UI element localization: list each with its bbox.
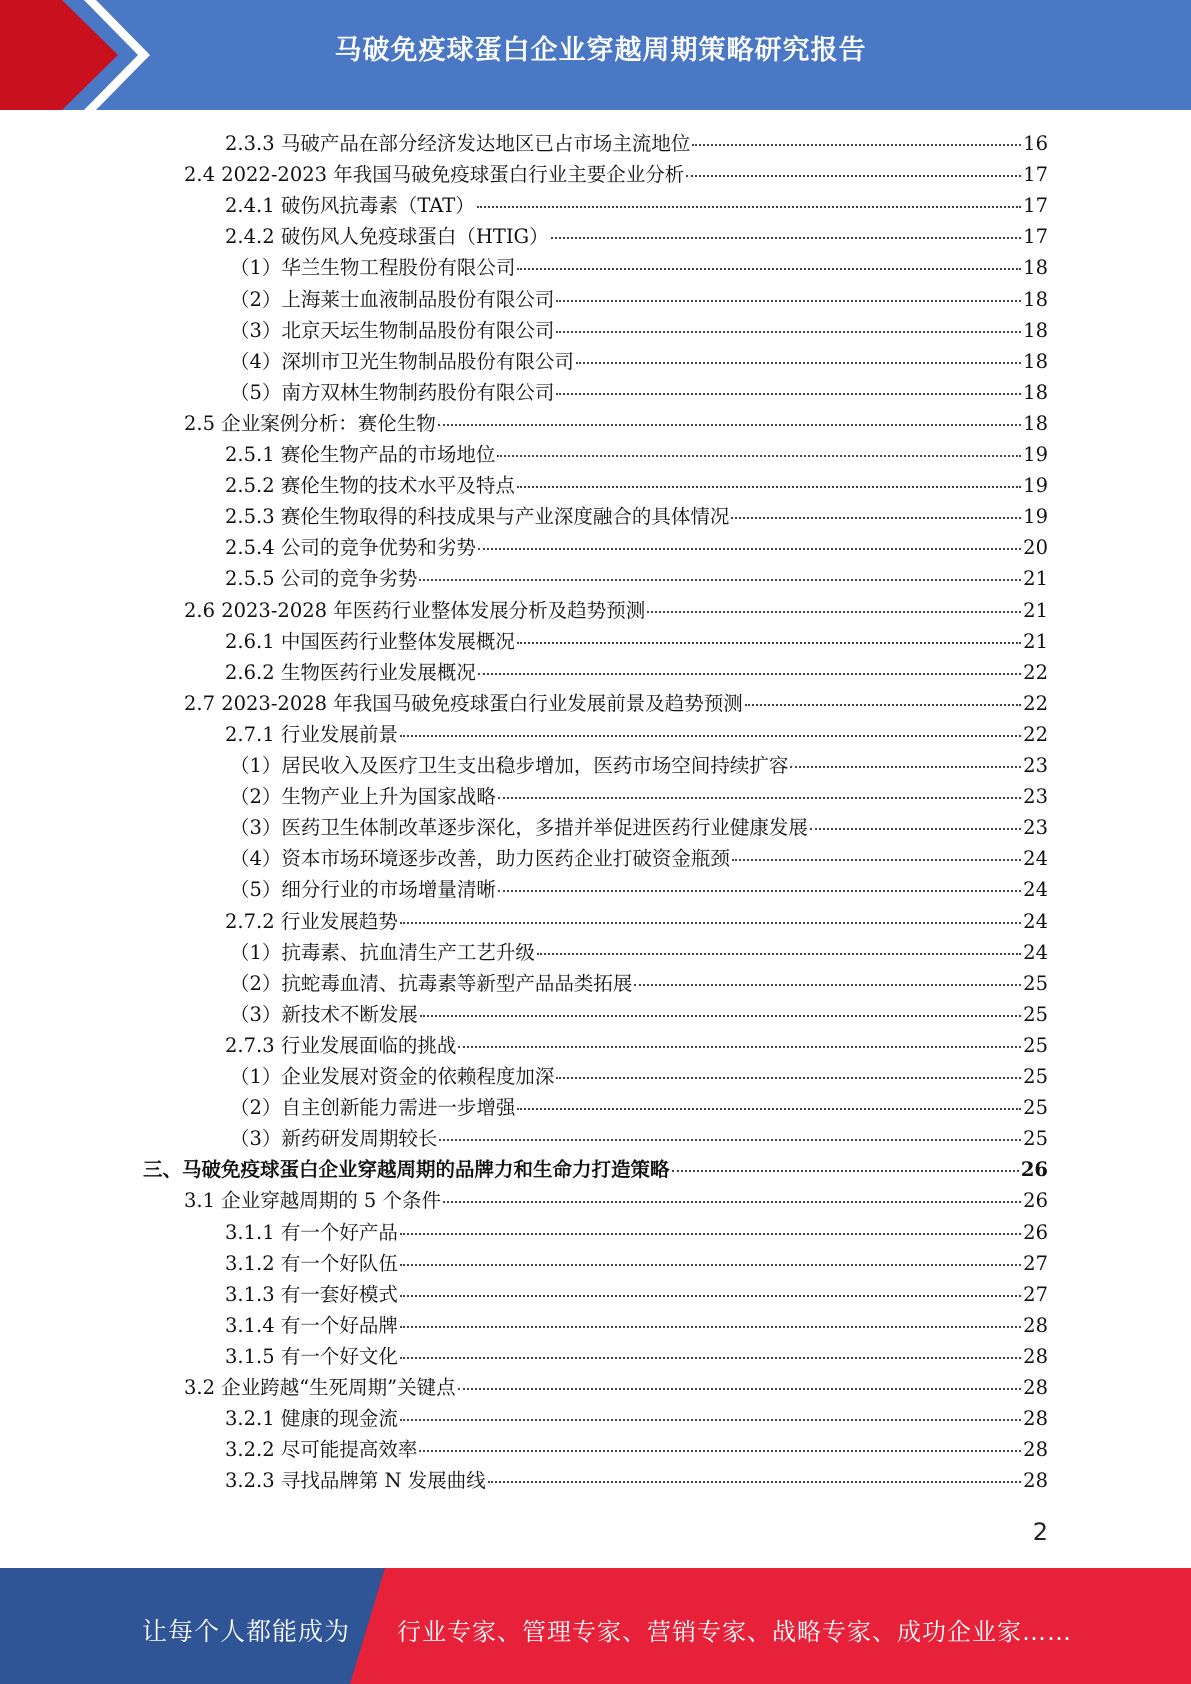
toc-entry-title: 3.2 企业跨越“生死周期”关键点 — [184, 1376, 456, 1399]
toc-entry-page: 24 — [1023, 940, 1048, 964]
toc-entry[interactable] — [225, 470, 1048, 501]
toc-entry[interactable] — [230, 968, 1048, 999]
toc-entry[interactable] — [184, 408, 1048, 439]
toc-entry-page: 25 — [1023, 1065, 1048, 1088]
toc-entry-page: 28 — [1023, 1469, 1048, 1493]
toc-dot-leader — [400, 922, 1021, 924]
toc-entry-title: 3.1.5 有一个好文化 — [225, 1344, 398, 1368]
toc-dot-leader — [556, 331, 1021, 333]
toc-entry-page: 23 — [1023, 754, 1048, 777]
toc-entry-page: 24 — [1023, 909, 1048, 933]
toc-entry-page: 26 — [1020, 1158, 1048, 1182]
toc-entry-title: 2.7.2 行业发展趋势 — [225, 909, 398, 933]
toc-entry[interactable] — [225, 1434, 1048, 1465]
toc-entry-title: 3.1 企业穿越周期的 5 个条件 — [184, 1189, 442, 1213]
toc-entry-page: 25 — [1023, 1002, 1048, 1026]
toc-dot-leader — [400, 1264, 1021, 1266]
toc-dot-leader — [556, 393, 1021, 395]
toc-entry[interactable] — [225, 532, 1048, 563]
toc-entry-title: （3）北京天坛生物制品股份有限公司 — [230, 318, 555, 342]
toc-entry[interactable] — [230, 750, 1048, 781]
header-chevron-icon — [0, 0, 150, 110]
toc-entry-title: 2.7.3 行业发展面临的挑战 — [225, 1033, 457, 1057]
toc-dot-leader — [498, 890, 1021, 892]
toc-entry[interactable] — [230, 781, 1048, 812]
toc-entry[interactable] — [225, 439, 1048, 470]
toc-entry-title: 2.3.3 马破产品在部分经济发达地区已占市场主流地位 — [225, 132, 691, 155]
toc-entry-title: （2）上海莱士血液制品股份有限公司 — [230, 287, 555, 311]
toc-entry-page: 21 — [1023, 598, 1048, 622]
toc-dot-leader — [731, 517, 1021, 519]
toc-entry-page: 27 — [1023, 1251, 1048, 1275]
toc-dot-leader — [419, 579, 1021, 581]
toc-dot-leader — [790, 766, 1021, 768]
toc-entry-title: 2.7.1 行业发展前景 — [225, 722, 398, 746]
toc-entry-page: 24 — [1023, 878, 1048, 902]
toc-entry-title: 3.2.2 尽可能提高效率 — [225, 1438, 418, 1462]
toc-entry[interactable] — [225, 1310, 1048, 1341]
toc-dot-leader — [477, 206, 1021, 208]
toc-entry-page: 25 — [1023, 1033, 1048, 1057]
toc-entry-title: （4）深圳市卫光生物制品股份有限公司 — [230, 349, 574, 373]
toc-entry-title: （3）新药研发周期较长 — [230, 1127, 438, 1151]
toc-entry-page: 19 — [1023, 505, 1048, 529]
toc-entry[interactable] — [225, 657, 1048, 688]
footer-slogan-left: 让每个人都能成为 — [142, 1617, 351, 1646]
toc-entry-page: 20 — [1023, 536, 1048, 560]
toc-entry-title: 2.4.1 破伤风抗毒素（TAT） — [225, 194, 475, 218]
toc-dot-leader — [647, 611, 1021, 613]
toc-dot-leader — [420, 1015, 1021, 1017]
toc-entry-page: 17 — [1023, 225, 1048, 249]
toc-entry-page: 22 — [1023, 660, 1048, 684]
toc-entry-page: 25 — [1023, 1096, 1048, 1120]
toc-entry-page: 18 — [1023, 256, 1048, 280]
toc-dot-leader — [400, 735, 1021, 737]
toc-entry-page: 18 — [1023, 318, 1048, 342]
toc-entry-page: 24 — [1023, 847, 1048, 871]
toc-entry-title: （1）华兰生物工程股份有限公司 — [230, 256, 516, 280]
toc-entry[interactable] — [225, 501, 1048, 532]
toc-entry[interactable] — [184, 159, 1048, 190]
toc-dot-leader — [551, 237, 1022, 239]
toc-dot-leader — [672, 1170, 1019, 1172]
toc-dot-leader — [517, 486, 1021, 488]
toc-entry-title: 2.4 2022-2023 年我国马破免疫球蛋白行业主要企业分析 — [184, 163, 685, 187]
toc-entry[interactable] — [225, 1341, 1048, 1372]
page-footer — [0, 1568, 1191, 1684]
toc-entry[interactable] — [225, 906, 1048, 937]
toc-entry-page: 21 — [1023, 629, 1048, 653]
toc-entry-title: 2.5.5 公司的竞争劣势 — [225, 567, 418, 591]
toc-dot-leader — [400, 1357, 1021, 1359]
toc-entry[interactable] — [225, 563, 1048, 594]
toc-dot-leader — [810, 828, 1021, 830]
toc-entry-title: 2.6.1 中国医药行业整体发展概况 — [225, 629, 515, 653]
toc-entry-title: （1）抗毒素、抗血清生产工艺升级 — [230, 940, 535, 964]
toc-entry-page: 18 — [1023, 380, 1048, 404]
toc-entry-page: 18 — [1023, 411, 1048, 435]
toc-entry[interactable] — [230, 1061, 1048, 1092]
toc-dot-leader — [439, 1139, 1021, 1141]
page-header — [0, 0, 1191, 110]
toc-entry-title: 三、马破免疫球蛋白企业穿越周期的品牌力和生命力打造策略 — [143, 1158, 670, 1182]
toc-dot-leader — [458, 1046, 1021, 1048]
header-title: 马破免疫球蛋白企业穿越周期策略研究报告 — [334, 35, 867, 66]
toc-entry-title: （4）资本市场环境逐步改善，助力医药企业打破资金瓶颈 — [230, 847, 730, 871]
toc-entry[interactable] — [230, 843, 1048, 874]
toc-dot-leader — [732, 859, 1021, 861]
toc-entry-page: 18 — [1023, 287, 1048, 311]
toc-dot-leader — [400, 1233, 1021, 1235]
toc-dot-leader — [458, 1388, 1022, 1390]
toc-entry[interactable] — [230, 812, 1048, 843]
footer-slogan-right: 行业专家、管理专家、营销专家、战略专家、成功企业家…… — [397, 1618, 1072, 1646]
page-number: 2 — [1032, 1518, 1048, 1546]
toc-entry[interactable] — [230, 874, 1048, 905]
toc-entry[interactable] — [225, 1279, 1048, 1310]
toc-entry[interactable] — [230, 377, 1048, 408]
toc-entry-title: （1）企业发展对资金的依赖程度加深 — [230, 1065, 555, 1088]
toc-entry[interactable] — [230, 999, 1048, 1030]
toc-entry-page: 17 — [1023, 163, 1048, 187]
toc-dot-leader — [537, 953, 1021, 955]
toc-dot-leader — [556, 1077, 1021, 1079]
toc-entry-title: 2.5.2 赛伦生物的技术水平及特点 — [225, 474, 515, 498]
toc-entry[interactable] — [225, 1248, 1048, 1279]
toc-entry-page: 27 — [1023, 1282, 1048, 1306]
toc-entry-page: 28 — [1023, 1313, 1048, 1337]
toc-dot-leader — [478, 673, 1021, 675]
toc-entry-page: 26 — [1023, 1189, 1048, 1213]
toc-entry[interactable] — [225, 719, 1048, 750]
toc-dot-leader — [488, 1481, 1021, 1483]
toc-entry[interactable] — [225, 1030, 1048, 1061]
toc-entry-title: （5）南方双林生物制药股份有限公司 — [230, 380, 555, 404]
toc-dot-leader — [400, 1419, 1021, 1421]
toc-entry-page: 28 — [1023, 1344, 1048, 1368]
toc-entry-page: 28 — [1023, 1376, 1048, 1399]
toc-entry-title: 3.1.4 有一个好品牌 — [225, 1313, 398, 1337]
toc-dot-leader — [478, 548, 1021, 550]
toc-entry-title: 2.5 企业案例分析：赛伦生物 — [184, 411, 436, 435]
toc-entry[interactable] — [230, 346, 1048, 377]
toc-dot-leader — [556, 300, 1021, 302]
toc-entry-page: 25 — [1023, 1127, 1048, 1151]
toc-dot-leader — [634, 984, 1021, 986]
toc-entry-page: 28 — [1023, 1438, 1048, 1462]
toc-entry-title: 2.5.4 公司的竞争优势和劣势 — [225, 536, 476, 560]
toc-entry-title: 3.2.3 寻找品牌第 N 发展曲线 — [225, 1469, 486, 1493]
toc-entry-page: 16 — [1023, 132, 1048, 155]
toc-dot-leader — [517, 642, 1021, 644]
toc-dot-leader — [400, 1295, 1021, 1297]
toc-entry-title: （3）医药卫生体制改革逐步深化，多措并举促进医药行业健康发展 — [230, 816, 808, 840]
toc-entry[interactable] — [230, 1123, 1048, 1154]
toc-dot-leader — [438, 424, 1021, 426]
toc-entry-page: 21 — [1023, 567, 1048, 591]
toc-entry[interactable] — [225, 1465, 1048, 1496]
toc-entry[interactable] — [143, 1154, 1048, 1185]
toc-entry-page: 19 — [1023, 443, 1048, 466]
toc-entry[interactable] — [184, 595, 1048, 626]
toc-entry-title: 2.4.2 破伤风人免疫球蛋白（HTIG） — [225, 225, 549, 249]
toc-entry-page: 26 — [1023, 1220, 1048, 1244]
toc-entry[interactable] — [225, 1217, 1048, 1248]
toc-entry-title: （2）抗蛇毒血清、抗毒素等新型产品品类拓展 — [230, 971, 633, 995]
toc-entry-title: 2.5.3 赛伦生物取得的科技成果与产业深度融合的具体情况 — [225, 505, 730, 529]
toc-entry[interactable] — [184, 1185, 1048, 1216]
toc-entry-title: （3）新技术不断发展 — [230, 1002, 418, 1026]
toc-entry[interactable] — [230, 1092, 1048, 1123]
toc-entry[interactable] — [230, 315, 1048, 346]
toc-dot-leader — [400, 1326, 1021, 1328]
toc-dot-leader — [686, 175, 1021, 177]
toc-entry-page: 23 — [1023, 785, 1048, 809]
toc-entry-page: 25 — [1023, 971, 1048, 995]
toc-dot-leader — [745, 704, 1021, 706]
toc-dot-leader — [517, 268, 1021, 270]
toc-entry-title: 3.2.1 健康的现金流 — [225, 1407, 398, 1431]
toc-entry[interactable] — [225, 221, 1048, 252]
toc-entry[interactable] — [184, 688, 1048, 719]
toc-entry-title: 2.6.2 生物医药行业发展概况 — [225, 660, 476, 684]
toc-entry-title: 3.1.2 有一个好队伍 — [225, 1251, 398, 1275]
toc-entry-title: 2.5.1 赛伦生物产品的市场地位 — [225, 443, 496, 466]
toc-entry-title: 3.1.1 有一个好产品 — [225, 1220, 398, 1244]
toc-entry-title: （2）自主创新能力需进一步增强 — [230, 1096, 516, 1120]
toc-entry[interactable] — [230, 937, 1048, 968]
toc-entry-page: 28 — [1023, 1407, 1048, 1431]
toc-entry-title: （5）细分行业的市场增量清晰 — [230, 878, 496, 902]
toc-dot-leader — [498, 797, 1021, 799]
toc-dot-leader — [576, 362, 1021, 364]
toc-entry[interactable] — [230, 252, 1048, 283]
toc-entry-title: 2.6 2023-2028 年医药行业整体发展分析及趋势预测 — [184, 598, 646, 622]
toc-entry[interactable] — [225, 1403, 1048, 1434]
toc-dot-leader — [692, 144, 1021, 146]
toc-entry[interactable] — [230, 284, 1048, 315]
toc-entry[interactable] — [184, 1372, 1048, 1403]
toc-entry[interactable] — [225, 190, 1048, 221]
toc-entry-page: 22 — [1023, 722, 1048, 746]
toc-dot-leader — [419, 1450, 1021, 1452]
toc-entry[interactable] — [225, 626, 1048, 657]
toc-dot-leader — [443, 1201, 1021, 1203]
toc-entry-title: 3.1.3 有一套好模式 — [225, 1282, 398, 1306]
toc-entry-title: （1）居民收入及医疗卫生支出稳步增加，医药市场空间持续扩容 — [230, 754, 789, 777]
toc-entry-page: 18 — [1023, 349, 1048, 373]
toc-entry-page: 17 — [1023, 194, 1048, 218]
toc-entry[interactable] — [225, 128, 1048, 159]
toc-dot-leader — [497, 455, 1021, 457]
toc-entry-page: 22 — [1023, 691, 1048, 715]
toc-entry-page: 19 — [1023, 474, 1048, 498]
toc-entry-title: （2）生物产业上升为国家战略 — [230, 785, 496, 809]
toc-entry-title: 2.7 2023-2028 年我国马破免疫球蛋白行业发展前景及趋势预测 — [184, 691, 743, 715]
toc-dot-leader — [517, 1108, 1021, 1110]
toc-entry-page: 23 — [1023, 816, 1048, 840]
